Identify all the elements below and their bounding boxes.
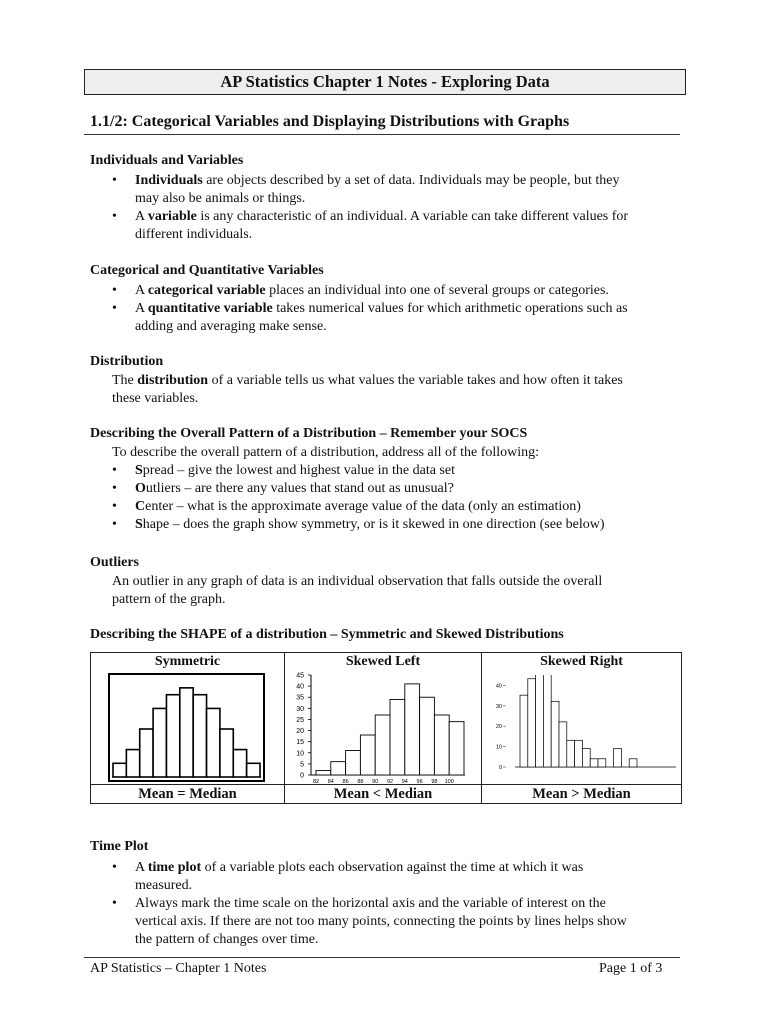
categorical-quantitative-list: [110, 282, 680, 336]
letter: C: [135, 499, 146, 514]
letter: S: [135, 463, 143, 478]
word: enter: [145, 499, 174, 514]
footer-mean-less-median: Mean < Median: [333, 786, 433, 802]
histogram-bar: [567, 740, 575, 767]
skewed-right-histogram: [490, 675, 680, 775]
text: A: [135, 209, 148, 224]
definition-text: may also be animals or things.: [135, 191, 306, 206]
footer-mean-greater-median: Mean > Median: [532, 786, 631, 802]
list-item-center: [110, 498, 680, 516]
y-tick-label: 0: [300, 772, 304, 780]
text: – are there any values that stand out as unusual?: [180, 481, 454, 496]
individuals-variables-list: [110, 172, 680, 244]
list-item-spread: [110, 462, 680, 480]
term: time plot: [147, 860, 202, 875]
histogram-bar: [247, 763, 260, 777]
term: distribution: [137, 373, 209, 388]
document-title: AP Statistics Chapter 1 Notes - Exploring Data: [84, 69, 686, 95]
text: The: [112, 373, 138, 388]
histogram-bar: [331, 762, 346, 775]
histogram-bar: [559, 722, 567, 767]
list-item: [110, 282, 680, 300]
text: of a variable tells us what values the variable takes and how often it takes: [208, 373, 623, 388]
footer-mean-equals-median: Mean = Median: [138, 786, 237, 802]
heading-distribution: Distribution: [90, 354, 164, 369]
histogram-bar: [233, 750, 246, 777]
heading-categorical-quantitative: Categorical and Quantitative Variables: [90, 263, 324, 278]
symmetric-histogram: [108, 673, 265, 783]
y-tick-label: 25: [296, 716, 304, 724]
section-divider: [84, 134, 680, 135]
shape-table: [90, 652, 682, 804]
heading-shape: Describing the SHAPE of a distribution – Symmetric and Skewed Distributions: [90, 627, 564, 642]
histogram-bar: [207, 708, 220, 777]
table-divider: [284, 653, 285, 803]
bullet-icon: •: [112, 209, 117, 224]
bullet-icon: •: [112, 463, 117, 478]
text: pattern of the graph.: [112, 592, 226, 607]
bullet-icon: •: [112, 481, 117, 496]
list-item-outliers: [110, 480, 680, 498]
heading-individuals-variables: Individuals and Variables: [90, 153, 244, 168]
term: variable: [147, 209, 197, 224]
y-tick-label: 20: [296, 728, 304, 736]
text: measured.: [135, 878, 193, 893]
heading-outliers: Outliers: [90, 555, 139, 570]
histogram-bar: [193, 695, 206, 777]
histogram-bar: [629, 759, 637, 767]
definition-text: takes numerical values for which arithmetic operations such as: [272, 301, 628, 316]
time-plot-list: [110, 859, 680, 949]
footer-divider: [84, 957, 680, 958]
bullet-icon: •: [112, 896, 117, 911]
histogram-bar: [543, 675, 551, 767]
list-item: [110, 895, 680, 949]
letter: O: [135, 481, 146, 496]
histogram-bar: [360, 735, 375, 775]
histogram-bar: [614, 749, 622, 767]
y-tick-label: 10: [296, 750, 304, 758]
histogram-bar: [590, 759, 598, 767]
text: – does the graph show symmetry, or is it skewed in one direction (see below): [169, 517, 605, 532]
histogram-bar: [346, 751, 361, 775]
bullet-icon: •: [112, 517, 117, 532]
histogram-bar: [153, 708, 166, 777]
column-header-skewed-left: Skewed Left: [345, 654, 421, 669]
column-header-symmetric: Symmetric: [154, 654, 221, 669]
text: – give the lowest and highest value in the data set: [173, 463, 455, 478]
list-item-shape: [110, 516, 680, 534]
x-tick-label: 82: [312, 779, 320, 785]
term: Individuals: [135, 173, 203, 188]
histogram-bar: [520, 695, 528, 767]
skewed-left-histogram: [287, 672, 467, 790]
list-item: [110, 859, 680, 895]
y-tick-label: 15: [296, 739, 304, 747]
outliers-paragraph: [112, 573, 682, 609]
heading-socs: Describing the Overall Pattern of a Distribution – Remember your SOCS: [90, 426, 528, 441]
histogram-bar: [316, 771, 331, 775]
section-title: 1.1/2: Categorical Variables and Displaying Distributions with Graphs: [90, 113, 570, 130]
definition-text: is any characteristic of an individual. A variable can take different values for: [196, 209, 629, 224]
text: these variables.: [112, 391, 199, 406]
socs-list: [110, 462, 680, 534]
histogram-bar: [140, 729, 153, 777]
histogram-bar: [180, 688, 193, 777]
word: pread: [142, 463, 174, 478]
x-tick-label: 94: [401, 779, 408, 785]
page-number: Page 1 of 3: [599, 961, 663, 976]
y-tick-label: 40: [495, 683, 502, 690]
histogram-bar: [449, 722, 464, 775]
footer-title: AP Statistics – Chapter 1 Notes: [90, 961, 267, 976]
histogram-bar: [113, 763, 126, 777]
x-tick-label: 90: [372, 779, 379, 785]
bullet-icon: •: [112, 301, 117, 316]
bullet-icon: •: [112, 173, 117, 188]
word: utliers: [145, 481, 181, 496]
heading-time-plot: Time Plot: [90, 839, 149, 854]
histogram-bar: [405, 684, 420, 775]
y-tick-label: 30: [296, 705, 304, 713]
y-tick-label: 30: [495, 703, 502, 710]
term: quantitative variable: [147, 301, 273, 316]
list-item: [110, 172, 680, 208]
socs-intro: To describe the overall pattern of a distribution, address all of the following:: [112, 445, 540, 460]
definition-text: different individuals.: [135, 227, 253, 242]
text: vertical axis. If there are not too many points, connecting the points by lines helps show: [135, 914, 627, 929]
histogram-bar: [551, 701, 559, 767]
definition-text: are objects described by a set of data. Individuals may be people, but they: [202, 173, 620, 188]
bullet-icon: •: [112, 499, 117, 514]
text: A: [135, 301, 148, 316]
term: categorical variable: [147, 283, 266, 298]
y-tick-label: 35: [296, 694, 304, 702]
definition-text: places an individual into one of several groups or categories.: [265, 283, 609, 298]
x-tick-label: 98: [431, 779, 438, 785]
text: Always mark the time scale on the horizontal axis and the variable of interest on the: [135, 896, 606, 911]
y-tick-label: 5: [300, 761, 304, 769]
list-item: [110, 300, 680, 336]
letter: S: [135, 517, 143, 532]
histogram-bar: [220, 729, 233, 777]
histogram-bar: [528, 679, 536, 767]
x-tick-label: 84: [327, 779, 334, 785]
histogram-bar: [390, 699, 405, 775]
y-tick-label: 45: [296, 672, 304, 680]
column-header-skewed-right: Skewed Right: [540, 654, 623, 669]
x-tick-label: 100: [444, 779, 454, 785]
histogram-bar: [536, 675, 544, 767]
histogram-bar: [598, 759, 606, 767]
x-tick-label: 86: [342, 779, 349, 785]
text: A: [135, 283, 148, 298]
histogram-bar: [575, 740, 583, 767]
definition-text: adding and averaging make sense.: [135, 319, 327, 334]
text: – what is the approximate average value of the data (only an estimation): [173, 499, 581, 514]
bullet-icon: •: [112, 283, 117, 298]
y-tick-label: 10: [495, 744, 502, 751]
x-tick-label: 96: [416, 779, 423, 785]
histogram-bar: [126, 750, 139, 777]
bullet-icon: •: [112, 860, 117, 875]
text: A: [135, 860, 148, 875]
x-tick-label: 92: [386, 779, 394, 785]
histogram-bar: [434, 715, 449, 775]
text: of a variable plots each observation against the time at which it was: [201, 860, 584, 875]
y-tick-label: 0: [498, 765, 502, 771]
y-tick-label: 40: [296, 683, 304, 691]
histogram-bar: [582, 749, 590, 767]
text: the pattern of changes over time.: [135, 932, 319, 947]
list-item: [110, 208, 680, 244]
histogram-bar: [420, 697, 435, 775]
distribution-paragraph: [112, 372, 682, 408]
histogram-bar: [375, 715, 390, 775]
histogram-bar: [166, 695, 179, 777]
x-tick-label: 88: [357, 779, 364, 785]
table-divider: [481, 653, 482, 803]
y-tick-label: 20: [495, 724, 502, 731]
word: hape: [142, 517, 170, 532]
text: An outlier in any graph of data is an individual observation that falls outside the overall: [112, 574, 603, 589]
